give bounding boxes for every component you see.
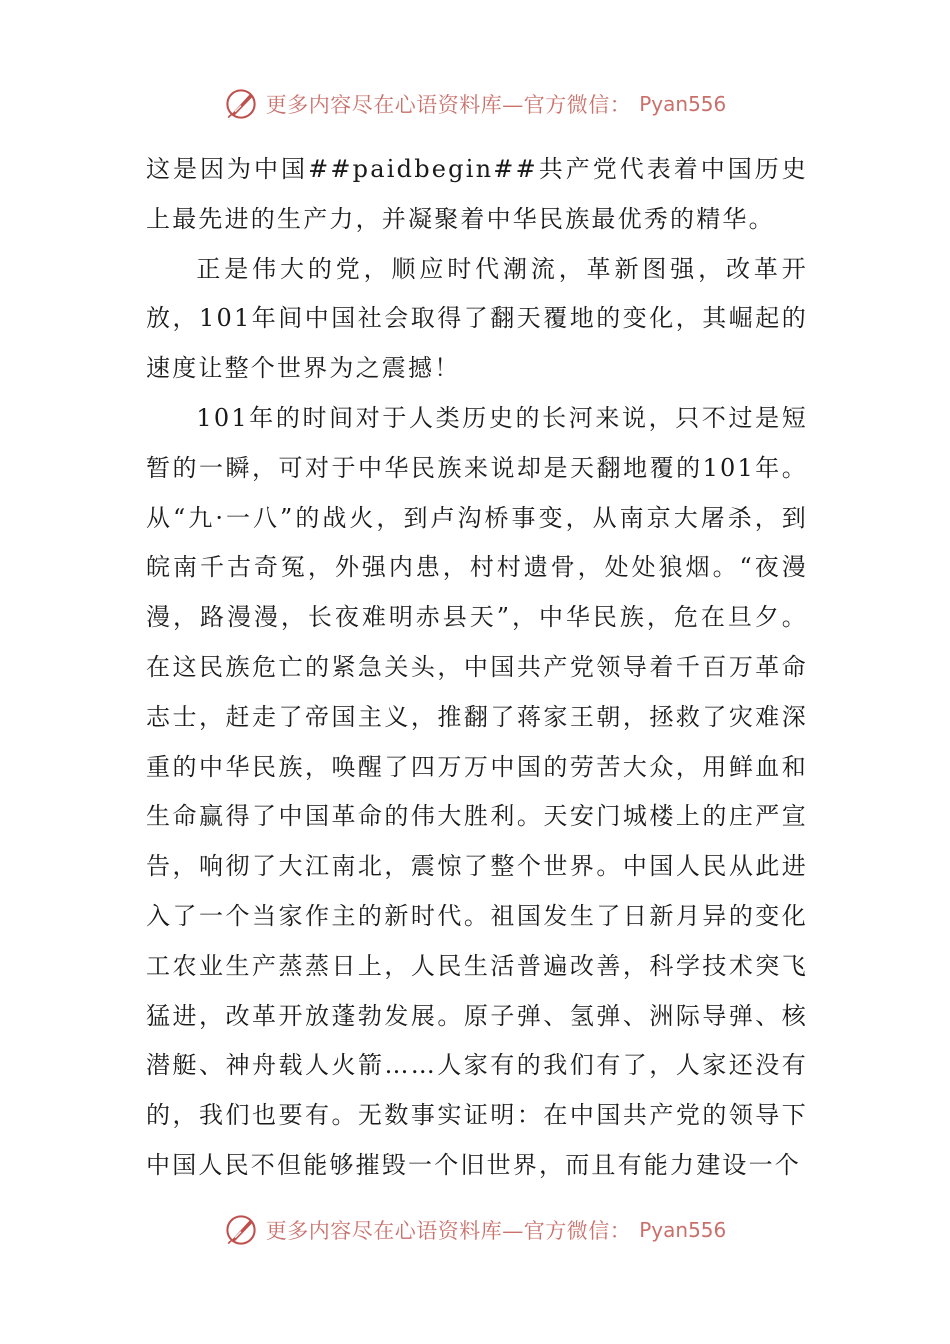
- quill-logo-icon: [224, 1213, 258, 1247]
- banner-wechat-id: Pyan556: [639, 92, 727, 116]
- footer-banner: [0, 1210, 950, 1250]
- paragraph-2: 正是伟大的党，顺应时代潮流，革新图强，改革开放，101年间中国社会取得了翻天覆地的变化，其崛起的速度让整个世界为之震撼！: [146, 254, 808, 383]
- paragraph-1: 这是因为中国##paidbegin##共产党代表着中国历史上最先进的生产力，并凝聚着中华民族最优秀的精华。: [146, 155, 808, 233]
- article-body: [146, 145, 808, 1191]
- paragraph-3: 101年的时间对于人类历史的长河来说，只不过是短暂的一瞬，可对于中华民族来说却是天翻地覆的101年。从“九·一八”的战火，到卢沟桥事变，从南京大屠杀，到皖南千古奇冤，外强内患，村村遗骨，处处狼烟。“夜漫漫，路漫漫，长夜难明赤县天”，中华民族，危在旦夕。在这民族危亡的紧急关头，中国共产党领导着千百万革命志士，赶走了帝国主义，推翻了蒋家王朝，拯救了灾难深重的中华民族，唤醒了四万万中国的劳苦大众，用鲜血和生命赢得了中国革命的伟大胜利。天安门城楼上的庄严宣告，响彻了大江南北，震惊了整个世界。中国人民从此进入了一个当家作主的新时代。祖国发生了日新月异的变化工农业生产蒸蒸日上，人民生活普遍改善，科学技术突飞猛进，改革开放蓬勃发展。原子弹、氢弹、洲际导弹、核潜艇、神舟载人火箭……人家有的我们有了，人家还没有的，我们也要有。无数事实证明：在中国共产党的领导下中国人民不但能够摧毁一个旧世界，而且有能力建设一个: [146, 403, 808, 1179]
- banner-text: 更多内容尽在心语资料库—官方微信：: [265, 93, 632, 117]
- quill-logo-icon: [224, 87, 258, 121]
- header-banner: [0, 84, 950, 124]
- banner-wechat-id: Pyan556: [639, 1218, 727, 1242]
- banner-text: 更多内容尽在心语资料库—官方微信：: [265, 1219, 632, 1243]
